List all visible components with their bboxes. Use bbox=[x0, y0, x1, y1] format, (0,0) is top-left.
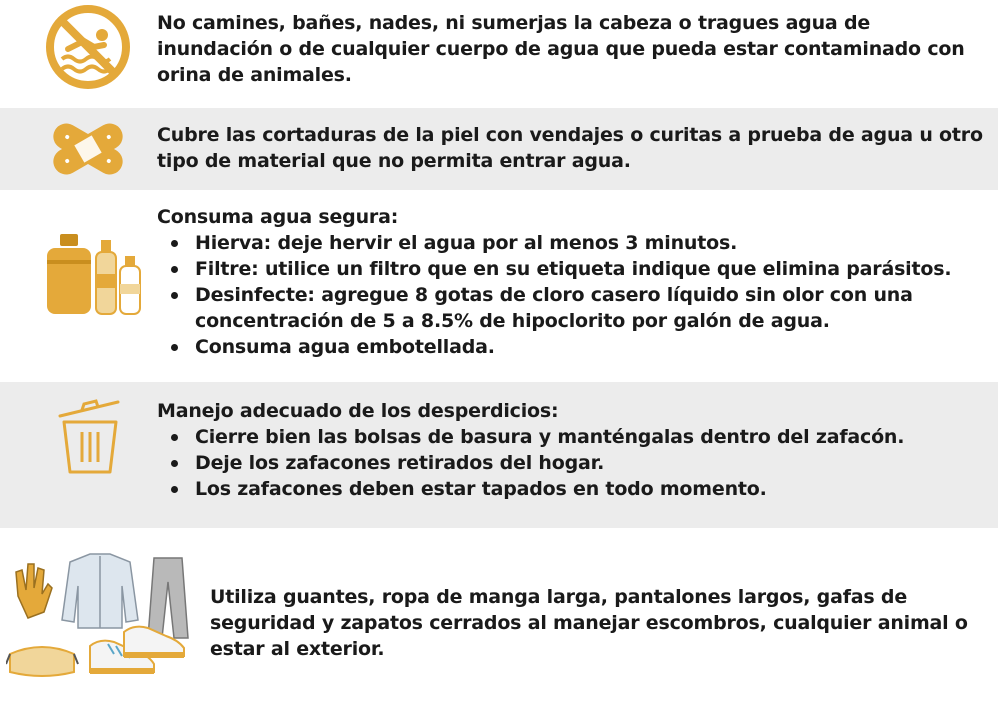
list-item: Filtre: utilice un filtro que en su etiqueta indique que elimina parásitos. bbox=[157, 256, 987, 282]
list-item: Los zafacones deben estar tapados en todo momento. bbox=[157, 476, 987, 502]
protective-gear-text: Utiliza guantes, ropa de manga larga, pantalones largos, gafas de seguridad y zapatos cerrados al manejar escombros, cualquier animal o estar al exterior. bbox=[210, 586, 968, 660]
waste-list bbox=[157, 424, 987, 502]
no-swimming-text: No camines, bañes, nades, ni sumerjas la cabeza o tragues agua de inundación o de cualquier cuerpo de agua que pueda estar contaminado con orina de animales. bbox=[157, 12, 965, 86]
list-item: Desinfecte: agregue 8 gotas de cloro casero líquido sin olor con una concentración de 5 a 8.5% de hipoclorito por galón de agua. bbox=[157, 282, 987, 334]
water-bottles-icon bbox=[44, 230, 144, 316]
list-item: Cierre bien las bolsas de basura y manténgalas dentro del zafacón. bbox=[157, 424, 987, 450]
section-protective-gear bbox=[0, 528, 998, 713]
waste-heading: Manejo adecuado de los desperdicios: bbox=[157, 400, 559, 422]
section-safe-water bbox=[0, 190, 998, 382]
list-item: Consuma agua embotellada. bbox=[157, 334, 987, 360]
waste-block bbox=[157, 398, 987, 502]
bandage-icon bbox=[44, 114, 132, 184]
safe-water-list bbox=[157, 230, 987, 360]
section-no-swimming bbox=[0, 0, 998, 108]
no-swimming-icon bbox=[44, 3, 132, 91]
safe-water-block bbox=[157, 204, 987, 360]
trash-can-icon bbox=[58, 396, 122, 476]
bandage-text: Cubre las cortaduras de la piel con vendajes o curitas a prueba de agua u otro tipo de material que no permita entrar agua. bbox=[157, 124, 983, 172]
section-bandage bbox=[0, 108, 998, 190]
safe-water-heading: Consuma agua segura: bbox=[157, 206, 399, 228]
list-item: Deje los zafacones retirados del hogar. bbox=[157, 450, 987, 476]
list-item: Hierva: deje hervir el agua por al menos 3 minutos. bbox=[157, 230, 987, 256]
protective-gear-icon bbox=[6, 542, 192, 706]
section-waste bbox=[0, 382, 998, 528]
